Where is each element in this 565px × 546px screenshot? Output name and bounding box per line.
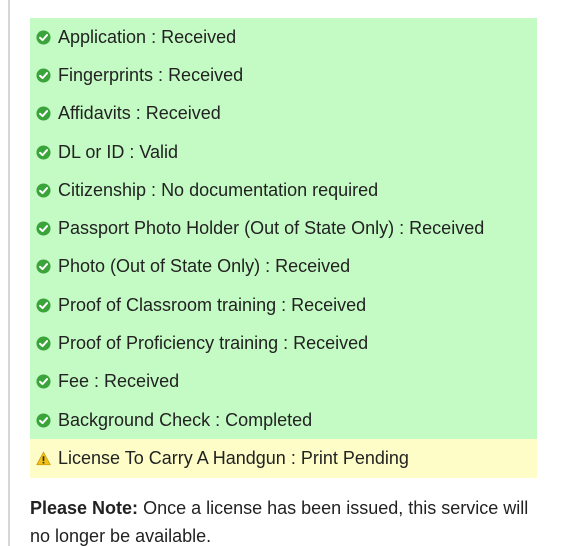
status-separator: : — [276, 294, 292, 315]
check-circle-icon — [36, 336, 51, 351]
status-separator: : — [210, 409, 226, 430]
status-separator: : — [89, 371, 105, 392]
check-circle-icon — [36, 30, 51, 45]
check-circle-icon — [36, 68, 51, 83]
status-separator: : — [260, 256, 276, 277]
status-label: Citizenship — [58, 179, 147, 200]
status-separator: : — [278, 333, 294, 354]
status-label: Fee — [58, 371, 90, 392]
status-value: Valid — [139, 141, 179, 162]
status-label: Application — [58, 26, 147, 47]
status-value: Received — [161, 26, 237, 47]
application-status-list — [30, 18, 537, 478]
check-circle-icon — [36, 298, 51, 313]
status-value: Print Pending — [300, 447, 409, 468]
status-value: Received — [168, 64, 244, 85]
status-value: Received — [409, 218, 485, 239]
status-label: Proof of Proficiency training — [58, 333, 279, 354]
status-row — [30, 18, 537, 56]
status-label: License To Carry A Handgun — [58, 447, 286, 468]
status-row — [30, 56, 537, 94]
status-label: Affidavits — [58, 103, 131, 124]
check-circle-icon — [36, 221, 51, 236]
check-circle-icon — [36, 259, 51, 274]
status-value: Received — [104, 371, 180, 392]
status-separator: : — [124, 141, 140, 162]
status-label: Background Check — [58, 409, 211, 430]
status-row — [30, 363, 537, 401]
status-label: Photo (Out of State Only) — [58, 256, 261, 277]
status-value: Completed — [225, 409, 313, 430]
status-value: No documentation required — [161, 179, 379, 200]
status-row — [30, 133, 537, 171]
status-row — [30, 248, 537, 286]
check-circle-icon — [36, 183, 51, 198]
status-separator: : — [153, 64, 169, 85]
status-separator: : — [130, 103, 146, 124]
note-text: Once a license has been issued, this service will no longer be available. — [30, 498, 529, 546]
status-row — [30, 286, 537, 324]
status-row — [30, 439, 537, 477]
status-value: Received — [145, 103, 221, 124]
status-label: DL or ID — [58, 141, 125, 162]
status-row — [30, 171, 537, 209]
status-separator: : — [146, 179, 162, 200]
please-note — [30, 494, 530, 546]
warning-icon — [36, 451, 51, 466]
status-value: Received — [275, 256, 351, 277]
status-row — [30, 209, 537, 247]
status-label: Fingerprints — [58, 64, 154, 85]
status-row — [30, 324, 537, 362]
status-row — [30, 95, 537, 133]
status-label: Passport Photo Holder (Out of State Only) — [58, 218, 395, 239]
status-label: Proof of Classroom training — [58, 294, 277, 315]
check-circle-icon — [36, 106, 51, 121]
status-value: Received — [293, 333, 369, 354]
status-separator: : — [285, 447, 301, 468]
note-heading: Please Note: — [30, 498, 139, 518]
status-row — [30, 401, 537, 439]
status-separator: : — [146, 26, 162, 47]
check-circle-icon — [36, 374, 51, 389]
status-separator: : — [394, 218, 410, 239]
check-circle-icon — [36, 145, 51, 160]
check-circle-icon — [36, 413, 51, 428]
status-value: Received — [291, 294, 367, 315]
left-divider — [8, 0, 10, 546]
